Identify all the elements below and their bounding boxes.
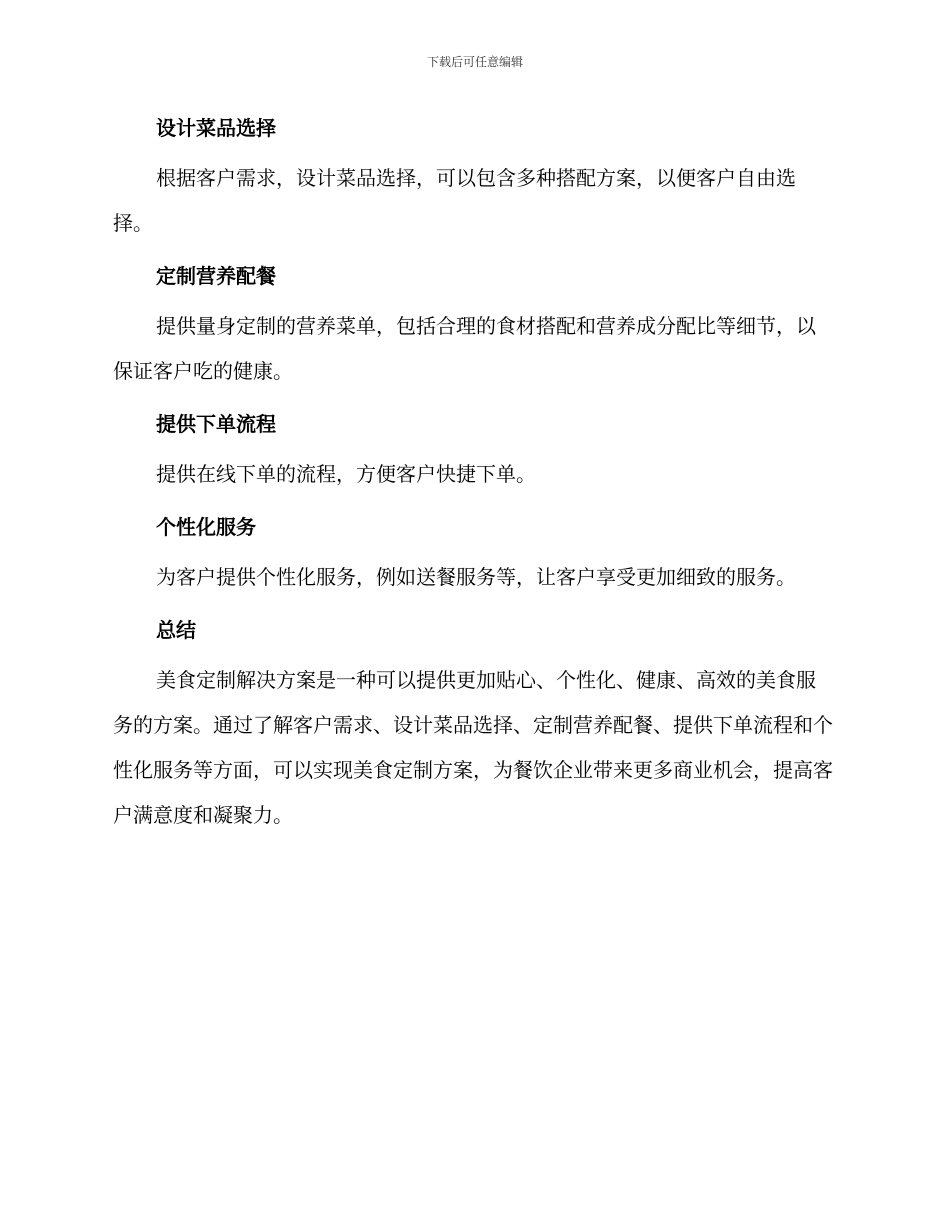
page-header: 下载后可任意编辑 <box>426 55 523 69</box>
section-menu-selection <box>113 110 835 246</box>
section-heading: 个性化服务 <box>156 515 256 539</box>
section-paragraph: 美食定制解决方案是一种可以提供更加贴心、个性化、健康、高效的美食服务的方案。通过了解客户需求、设计菜品选择、定制营养配餐、提供下单流程和个性化服务等方面，可以实现美食定制方案，为餐饮企业带来更多商业机会，提高客户满意度和凝聚力。 <box>113 668 833 827</box>
section-summary <box>113 612 835 838</box>
section-paragraph: 提供在线下单的流程，方便客户快捷下单。 <box>156 462 536 486</box>
section-paragraph: 为客户提供个性化服务，例如送餐服务等，让客户享受更加细致的服务。 <box>156 565 796 589</box>
section-nutrition-plan <box>113 258 835 394</box>
section-heading: 设计菜品选择 <box>156 116 276 140</box>
section-paragraph: 提供量身定制的营养菜单，包括合理的食材搭配和营养成分配比等细节，以保证客户吃的健康。 <box>113 314 816 383</box>
document-body <box>113 110 835 850</box>
section-heading: 总结 <box>156 618 196 642</box>
section-personalized-service <box>113 509 835 600</box>
section-heading: 提供下单流程 <box>156 412 276 436</box>
section-order-process <box>113 406 835 497</box>
section-paragraph: 根据客户需求，设计菜品选择，可以包含多种搭配方案，以便客户自由选择。 <box>113 166 796 235</box>
section-heading: 定制营养配餐 <box>156 264 276 288</box>
